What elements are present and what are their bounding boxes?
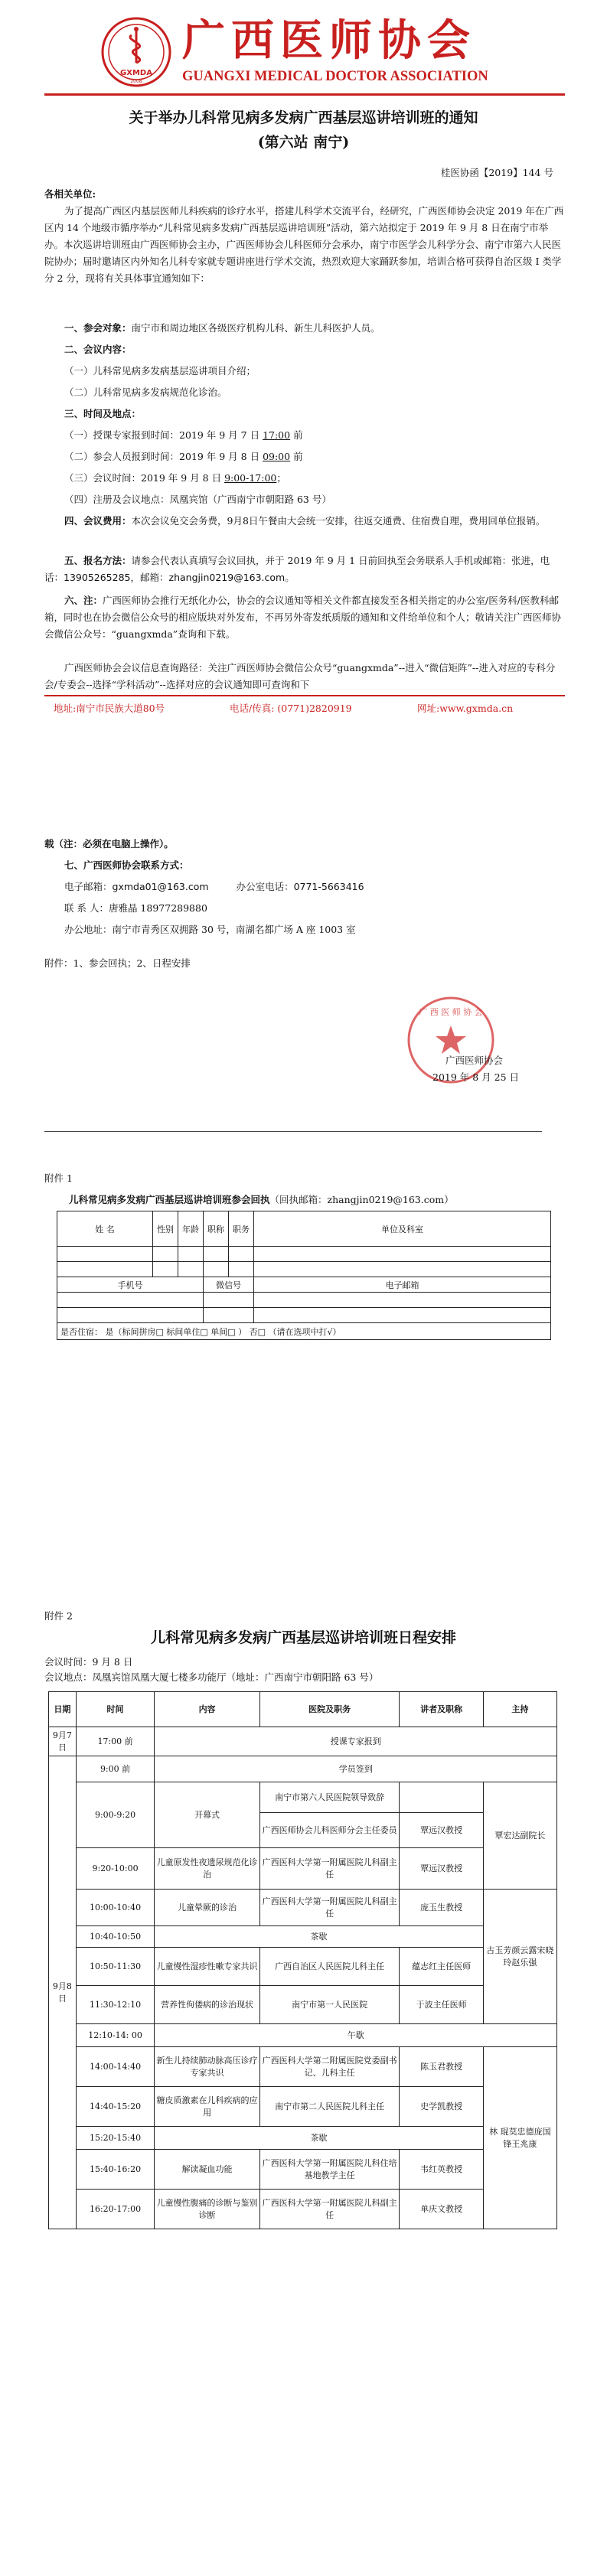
s7-addr-label: 办公地址：	[64, 924, 113, 935]
form-cell[interactable]	[254, 1262, 551, 1277]
schedule-time: 11:30-12:10	[76, 1986, 155, 2024]
office-tel: 0771-5663416	[293, 881, 364, 892]
section-6-label: 六、注：	[64, 595, 103, 606]
footer-website: 网址:www.gxmda.cn	[417, 703, 514, 714]
schedule-hospital: 广西自治区人民医院儿科主任	[259, 1948, 400, 1986]
form-header-age: 年龄	[178, 1211, 204, 1247]
s3-item1-time: 17:00	[263, 429, 291, 441]
section-5-label: 五、报名方法：	[64, 555, 132, 566]
footer-divider	[44, 695, 565, 696]
section-5-text-c: 。	[285, 572, 295, 583]
form-header-name: 姓 名	[57, 1211, 153, 1247]
form-cell[interactable]	[178, 1247, 204, 1262]
attachments: 附件：1、参会回执；2、日程安排	[44, 957, 191, 969]
salutation: 各相关单位:	[44, 188, 96, 200]
section-6	[44, 592, 565, 643]
section-3-item3	[44, 470, 565, 487]
schedule-speaker: 庞玉生教授	[400, 1890, 483, 1926]
schedule-hospital: 广西医师协会儿科医师分会主任委员	[259, 1813, 400, 1848]
svg-text:广 西 医 师 协 会: 广 西 医 师 协 会	[419, 1007, 483, 1017]
schedule-time: 9:00-9:20	[76, 1782, 155, 1848]
schedule-span: 午歇	[155, 2024, 557, 2047]
footer-phone: 电话/传真: (0771)2820919	[230, 703, 352, 714]
section-5	[44, 553, 565, 586]
doc-number: 桂医协函【2019】144 号	[440, 167, 553, 178]
appendix2-date: 会议时间：9 月 8 日	[44, 1656, 133, 1668]
svg-text:2008: 2008	[130, 79, 142, 84]
schedule-speaker: 蕴志红主任医师	[400, 1948, 483, 1986]
schedule-content: 儿童慢性湿疹性嗽专家共识	[155, 1948, 259, 1986]
office-address: 南宁市青秀区双拥路 30 号，南湖名都广场 A 座 1003 室	[112, 924, 356, 935]
form-header-post: 职务	[229, 1211, 254, 1247]
schedule-time: 14:40-15:20	[76, 2087, 155, 2127]
section-7-address	[44, 921, 565, 938]
s3-item3-time: 9:00-17:00	[224, 472, 277, 484]
appendix2-title: 儿科常见病多发病广西基层巡讲培训班日程安排	[150, 1629, 456, 1646]
form-header-email: 电子邮箱	[254, 1277, 551, 1293]
schedule-content: 糖皮质激素在儿科疾病的应用	[155, 2087, 259, 2127]
schedule-content: 营养性佝偻病的诊治现状	[155, 1986, 259, 2024]
schedule-hospital: 广西医科大学第一附属医院儿科副主任	[259, 1890, 400, 1926]
schedule-time: 10:00-10:40	[76, 1890, 155, 1926]
schedule-speaker: 单庆文教授	[400, 2190, 483, 2229]
section-7-email	[44, 879, 565, 895]
schedule-span: 授课专家报到	[155, 1727, 557, 1756]
form-cell[interactable]	[229, 1247, 254, 1262]
section-5-text-a: 请参会代表认真填写会议回执，并于 2019 年 9 月 1 日前回执至会务联系人手机或邮箱：张进，电话：	[44, 555, 550, 583]
form-cell[interactable]	[254, 1308, 551, 1323]
schedule-host-2: 古玉芳颜云露宋晓玲赵乐强	[483, 1890, 556, 2024]
section-3-item2	[44, 448, 565, 465]
section-3-item4: （四）注册及会议地点：凤凰宾馆（广西南宁市朝阳路 63 号）	[64, 494, 331, 505]
schedule-content: 儿童晕厥的诊治	[155, 1890, 259, 1926]
schedule-day1: 9月7日	[49, 1727, 77, 1756]
s3-item1-pre: （一）授课专家报到时间：2019 年 9 月 7 日	[64, 429, 263, 441]
section-4	[44, 513, 565, 530]
office-email: gxmda01@163.com	[112, 881, 209, 892]
section-2-item1: （一）儿科常见病多发病基层巡讲项目介绍；	[64, 365, 256, 377]
intro-paragraph: 为了提高广西区内基层医师儿科疾病的诊疗水平，搭建儿科学术交流平台，经研究，广西医师协会决定 2019 年在广西区内 14 个地级市循序举办“儿科常见病多发病广西基层巡讲培训班”活动，第六站拟定于 2019 年 9 月 8 日在南宁市举办。本次巡讲培训班由广西医师协会主办，广西医师协会儿科医师分会承办，南宁市医学会儿科学分会、南宁市第六人民医院协办；届时邀请区内外知名儿科专家就专题讲座进行学术交流，热烈欢迎大家踊跃参加，培训合格可获得自治区级 Ⅰ 类学分 2 分，现将有关具体事宜通知如下：	[44, 205, 564, 284]
section-4-text: 本次会议免交会务费，9月8日午餐由大会统一安排，往返交通费、住宿费自理，费用回单位报销。	[131, 515, 546, 527]
sign-org: 广西医师协会	[445, 1055, 504, 1066]
section-6-path: 广西医师协会会议信息查询路径：关注广西医师协会微信公众号“guangxmda”--进入“微信矩阵”--进入对应的专科分会/专委会--选择“学科活动”--选择对应的会议通知即可查询和下	[44, 662, 556, 690]
contact-email: zhangjin0219@163.com	[168, 572, 286, 583]
schedule-time: 14:00-14:40	[76, 2047, 155, 2087]
form-cell[interactable]	[254, 1247, 551, 1262]
schedule-host-1: 覃宏达副院长	[483, 1782, 556, 1890]
doc-title-line1: 关于举办儿科常见病多发病广西基层巡讲培训班的通知	[129, 109, 478, 126]
appendix1-title-bold: 儿科常见病多发病广西基层巡讲培训班参会回执	[69, 1194, 270, 1205]
schedule-speaker: 于波主任医师	[400, 1986, 483, 2024]
schedule-time: 10:50-11:30	[76, 1948, 155, 1986]
schedule-hospital: 南宁市第一人民医院	[259, 1986, 400, 2024]
schedule-hospital: 广西医科大学第二附属医院党委副书记、儿科主任	[259, 2047, 400, 2087]
section-3-label: 三、时间及地点：	[64, 408, 142, 419]
section-1	[44, 320, 565, 337]
section-2-item2: （二）儿科常见病多发病规范化诊治。	[64, 386, 227, 398]
form-cell[interactable]	[229, 1262, 254, 1277]
schedule-day2: 9月8日	[49, 1756, 77, 2229]
org-logo	[101, 17, 171, 87]
schedule-span: 学员签到	[155, 1756, 557, 1782]
schedule-speaker: 覃远汉教授	[400, 1813, 483, 1848]
form-header-wechat: 微信号	[204, 1277, 254, 1293]
appendix1-title	[69, 1192, 454, 1206]
schedule-hospital: 广西医科大学第一附属医院儿科副主任	[259, 2190, 400, 2229]
schedule-time: 9:00 前	[76, 1756, 155, 1782]
schedule-time: 9:20-10:00	[76, 1848, 155, 1890]
s3-item3-post: ；	[276, 472, 286, 484]
schedule-speaker	[400, 1782, 483, 1813]
office-contact: 唐雅晶 18977289880	[108, 902, 207, 914]
form-header-sex: 性别	[153, 1211, 178, 1247]
schedule-time: 12:10-14: 00	[76, 2024, 155, 2047]
stay-option[interactable]: 是否住宿： 是（标间拼房□ 标间单住□ 单间□ ） 否□ （请在选项中打√）	[57, 1323, 551, 1340]
section-3-item1	[44, 427, 565, 444]
schedule-hospital: 南宁市第六人民医院领导致辞	[259, 1782, 400, 1813]
form-cell[interactable]	[153, 1262, 178, 1277]
org-name-cn: 广西医师协会	[182, 15, 476, 66]
s7-contact-label: 联 系 人：	[64, 902, 109, 914]
schedule-content: 儿童慢性腹痛的诊断与鉴别诊断	[155, 2190, 259, 2229]
schedule-time: 16:20-17:00	[76, 2190, 155, 2229]
form-cell[interactable]	[178, 1262, 204, 1277]
registration-form	[57, 1211, 551, 1340]
form-cell[interactable]	[57, 1308, 204, 1323]
schedule-speaker: 覃远汉教授	[400, 1848, 483, 1890]
schedule-speaker: 韦红英教授	[400, 2150, 483, 2190]
header-divider	[44, 93, 565, 96]
logo-emblem-icon	[101, 17, 171, 87]
section-4-label: 四、会议费用：	[64, 515, 132, 527]
s3-item2-post: 前	[290, 451, 303, 462]
section-1-label: 一、参会对象：	[64, 322, 132, 334]
footer-address: 地址:南宁市民族大道80号	[54, 703, 165, 714]
section-6-note: 载（注：必须在电脑上操作）。	[44, 838, 174, 849]
schedule-time: 15:40-16:20	[76, 2150, 155, 2190]
org-name-en: GUANGXI MEDICAL DOCTOR ASSOCIATION	[182, 69, 488, 84]
schedule-table	[48, 1691, 557, 2229]
schedule-hospital: 广西医科大学第一附属医院儿科副主任	[259, 1848, 400, 1890]
schedule-speaker: 陈玉君教授	[400, 2047, 483, 2087]
s7-email-label: 电子邮箱：	[64, 881, 113, 892]
section-1-text: 南宁市和周边地区各级医疗机构儿科、新生儿科医护人员。	[131, 322, 380, 334]
section-2-label: 二、会议内容：	[64, 344, 132, 355]
form-cell[interactable]	[57, 1293, 204, 1308]
appendix2-label: 附件 2	[44, 1610, 73, 1622]
schedule-content: 新生儿持续肺动脉高压诊疗专家共识	[155, 2047, 259, 2087]
schedule-time: 10:40-10:50	[76, 1926, 155, 1948]
schedule-span: 茶歇	[155, 2127, 483, 2150]
schedule-span: 茶歇	[155, 1926, 483, 1948]
appendix2-venue: 会议地点：凤凰宾馆凤凰大厦七楼多功能厅（地址：广西南宁市朝阳路 63 号）	[44, 1671, 379, 1683]
appendix1-title-rest: （回执邮箱：zhangjin0219@163.com）	[269, 1194, 454, 1205]
contact-phone: 13905265285	[64, 572, 131, 583]
schedule-header-date: 日期	[49, 1692, 77, 1727]
schedule-host-3: 林 琨莫忠德庞国锋王兆康	[483, 2047, 556, 2229]
schedule-header-hospital: 医院及职务	[259, 1692, 400, 1727]
form-header-title: 职称	[204, 1211, 229, 1247]
section-5-text-b: ，邮箱：	[130, 572, 169, 583]
schedule-header-time: 时间	[76, 1692, 155, 1727]
page-divider	[44, 1131, 542, 1132]
form-cell[interactable]	[204, 1262, 229, 1277]
schedule-content: 开幕式	[155, 1782, 259, 1848]
schedule-time: 17:00 前	[76, 1727, 155, 1756]
form-cell[interactable]	[204, 1308, 254, 1323]
section-7-contact	[44, 900, 565, 917]
form-cell[interactable]	[254, 1293, 551, 1308]
form-cell[interactable]	[204, 1247, 229, 1262]
form-cell[interactable]	[204, 1293, 254, 1308]
schedule-hospital: 广西医科大学第一附属医院儿科住培基地教学主任	[259, 2150, 400, 2190]
appendix1-label: 附件 1	[44, 1172, 73, 1184]
schedule-hospital: 南宁市第二人民医院儿科主任	[259, 2087, 400, 2127]
form-header-phone: 手机号	[57, 1277, 204, 1293]
section-7-label: 七、广西医师协会联系方式：	[64, 859, 189, 871]
s3-item1-post: 前	[290, 429, 303, 441]
form-header-unit: 单位及科室	[254, 1211, 551, 1247]
section-6-text1: 广西医师协会推行无纸化办公，协会的会议通知等相关文件都直接发至各相关指定的办公室/医务科/医教科邮箱，同时也在协会微信公众号的相应版块对外发布，不再另外寄发纸质版的通知和文件给单位和个人；敬请关注广西医师协会微信公众号：“guangxmda”查询和下载。	[44, 595, 562, 640]
schedule-content: 儿童原发性夜遗尿规范化诊治	[155, 1848, 259, 1890]
svg-text:GXMDA: GXMDA	[120, 69, 152, 77]
schedule-content: 解读凝血功能	[155, 2150, 259, 2190]
schedule-header-speaker: 讲者及职称	[400, 1692, 483, 1727]
schedule-header-content: 内容	[155, 1692, 259, 1727]
s3-item2-pre: （二）参会人员报到时间：2019 年 9 月 8 日	[64, 451, 263, 462]
schedule-time: 15:20-15:40	[76, 2127, 155, 2150]
schedule-speaker: 史学凯教授	[400, 2087, 483, 2127]
s3-item2-time: 09:00	[263, 451, 291, 462]
s3-item3-pre: （三）会议时间：2019 年 9 月 8 日	[64, 472, 225, 484]
form-cell[interactable]	[153, 1247, 178, 1262]
doc-title-line2: (第六站 南宁)	[257, 134, 350, 151]
form-cell[interactable]	[57, 1247, 153, 1262]
schedule-header-host: 主持	[483, 1692, 556, 1727]
sign-date: 2019 年 8 月 25 日	[432, 1071, 520, 1083]
form-cell[interactable]	[57, 1262, 153, 1277]
s7-tel-label: 办公室电话：	[236, 881, 294, 892]
